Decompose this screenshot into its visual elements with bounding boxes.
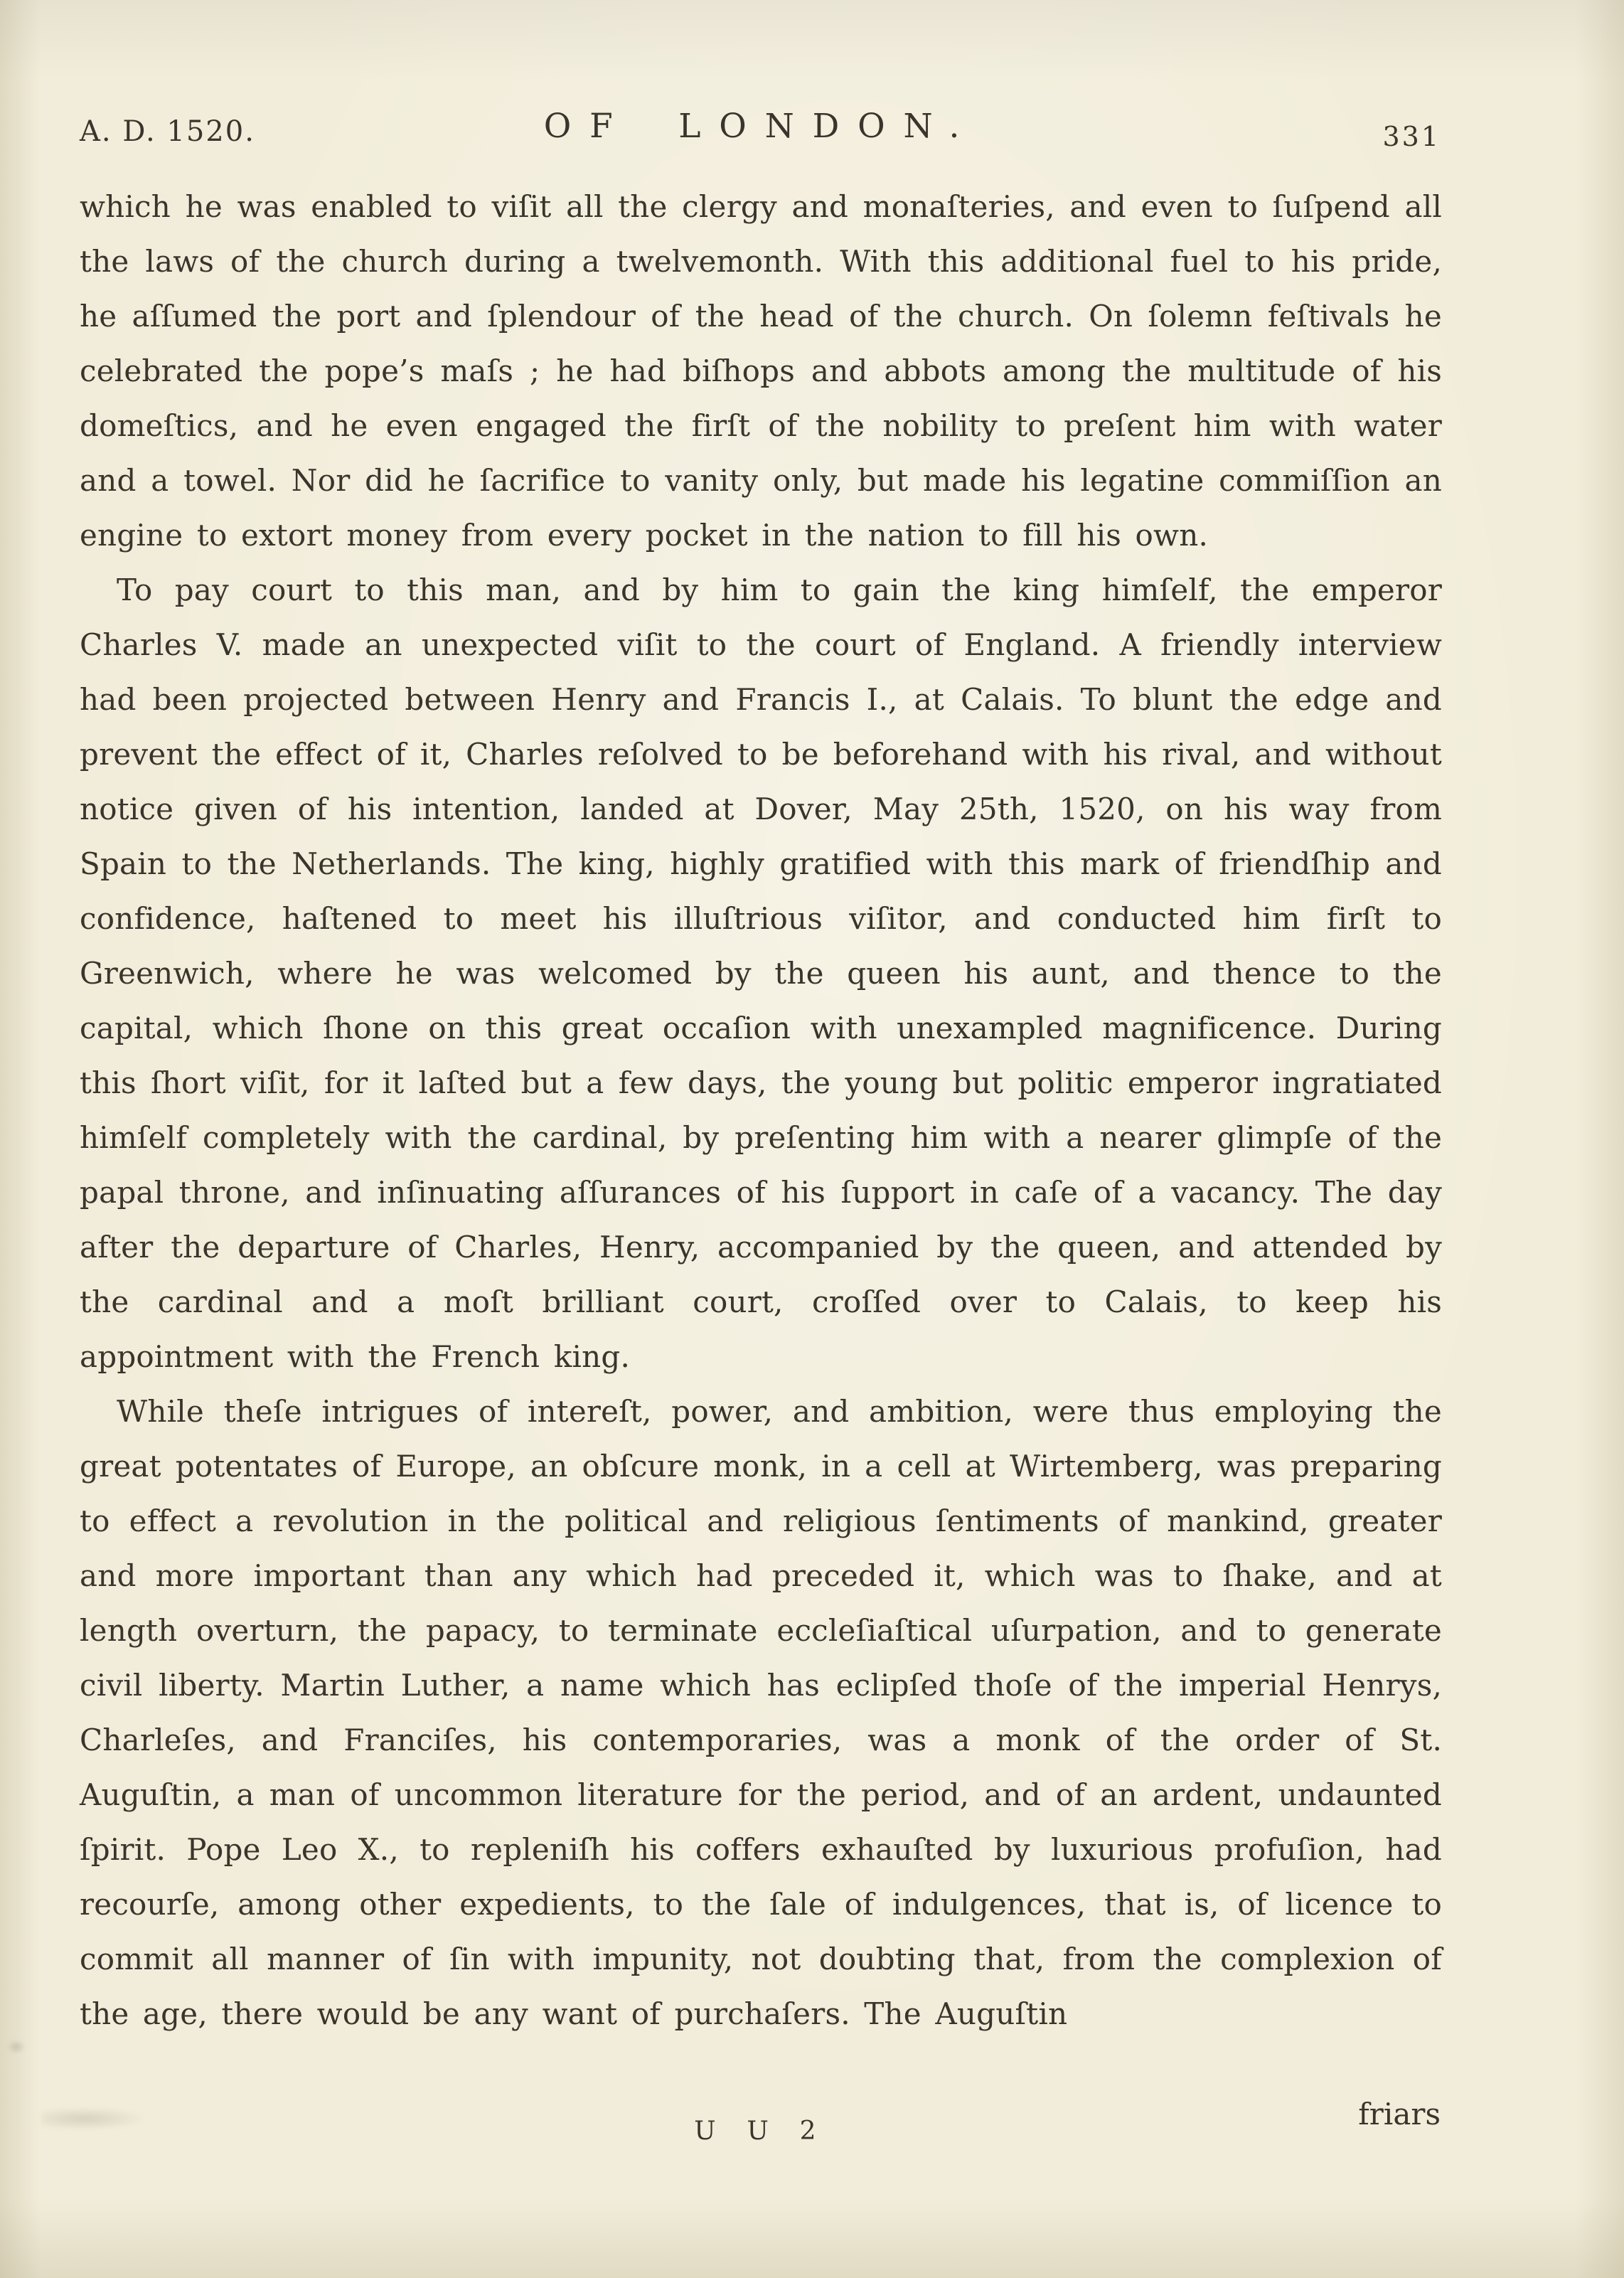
paragraph-1: which he was enabled to viſit all the clergy and monaſteries, and even to ſuſpend all the laws of the church during a twelvemonth. With this additional fuel to his pride, he aſſumed the port and ſplendour of the head of the church. On ſolemn feſtivals he celebrated the pope’s maſs ; he had biſhops and abbots among the multitude of his domeſtics, and he even engaged the firſt of the nobility to preſent him with water and a towel. Nor did he ſacrifice to vanity only, but made his legatine commiſſion an engine to extort money from every pocket in the nation to fill his own.	[80, 189, 1442, 553]
page-number: 331	[1382, 121, 1441, 152]
signature-mark: U U 2	[694, 2117, 828, 2146]
paragraph-3: While theſe intrigues of intereſt, power, and ambition, were thus employing the great potentates of Europe, an obſcure monk, in a cell at Wirtemberg, was preparing to effect a revolution in the political and religious ſentiments of mankind, greater and more important than any which had preceded it, which was to ſhake, and at length overturn, the papacy, to terminate eccleſiaſtical uſurpation, and to generate civil liberty. Martin Luther, a name which has eclipſed thoſe of the imperial Henrys, Charleſes, and Franciſes, his contemporaries, was a monk of the order of St. Auguſtin, a man of uncommon literature for the period, and of an ardent, undaunted ſpirit. Pope Leo X., to repleniſh his coffers exhauſted by luxurious profuſion, had recourſe, among other expedients, to the ſale of indulgences, that is, of licence to commit all manner of ſin with impunity, not doubting that, from the complexion of the age, there would be any want of purchaſers. The Auguſtin	[80, 1394, 1442, 2031]
paper-smudge	[7, 2040, 26, 2054]
page-footer	[80, 2095, 1442, 2159]
paragraph-2: To pay court to this man, and by him to gain the king himſelf, the emperor Charles V. made an unexpected viſit to the court of England. A friendly interview had been projected between Henry and Francis I., at Calais. To blunt the edge and prevent the effect of it, Charles reſolved to be beforehand with his rival, and without notice given of his intention, landed at Dover, May 25th, 1520, on his way from Spain to the Netherlands. The king, highly gratified with this mark of friendſhip and confidence, haſtened to meet his illuſtrious viſitor, and conducted him firſt to Greenwich, where he was welcomed by the queen his aunt, and thence to the capital, which ſhone on this great occaſion with unexampled magnificence. During this ſhort viſit, for it laſted but a few days, the young but politic emperor ingratiated himſelf completely with the cardinal, by preſenting him with a nearer glimpſe of the papal throne, and inſinuating aſſurances of his ſupport in caſe of a vacancy. The day after the departure of Charles, Henry, accompanied by the queen, and attended by the cardinal and a moſt brilliant court, croſſed over to Calais, to keep his appointment with the French king.	[80, 573, 1442, 1374]
page-header	[80, 105, 1442, 155]
marginal-date: A. D. 1520.	[80, 115, 255, 148]
page-body	[80, 179, 1442, 2041]
catchword: friars	[1358, 2097, 1441, 2131]
running-title: OF LONDON.	[543, 107, 978, 146]
